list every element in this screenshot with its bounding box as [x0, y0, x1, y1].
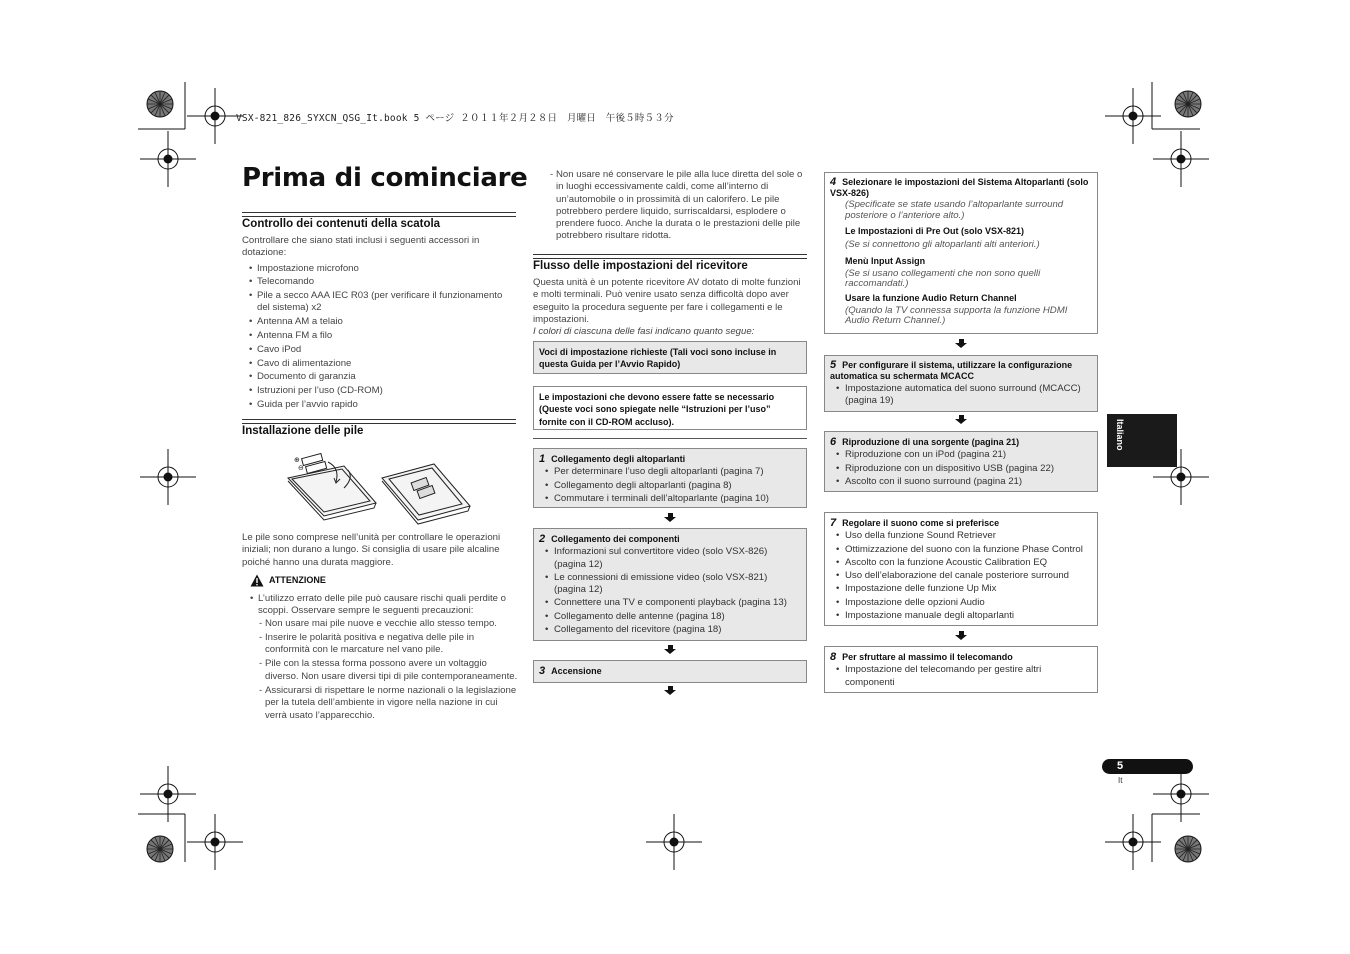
step-title: Per sfruttare al massimo il telecomando — [842, 652, 1013, 662]
step-title: Selezionare le impostazioni del Sistema Altoparlanti (solo VSX-826) — [830, 177, 1089, 198]
step-note: (Specificate se state usando l’altoparlante surround posteriore o l’anteriore alto.) — [845, 199, 1064, 221]
contents-heading: Controllo dei contenuti della scatola — [242, 212, 516, 230]
step-title: Collegamento degli altoparlanti — [551, 454, 686, 464]
list-item: • Le connessioni di emissione video (solo VSX-821) (pagina 12) — [539, 572, 801, 597]
step-items — [830, 664, 1092, 689]
list-item: • Commutare i terminali dell’altoparlante (pagina 10) — [539, 493, 801, 505]
list-item: • Impostazione del telecomando per gestire altri componenti — [830, 664, 1092, 689]
step-items — [830, 530, 1092, 622]
contents-list — [242, 263, 516, 412]
step-2-box — [533, 528, 807, 641]
step-title: Collegamento dei componenti — [551, 534, 680, 544]
sun-warning-list — [534, 169, 808, 243]
svg-text:⊖: ⊖ — [298, 464, 304, 472]
sub-step-note: (Se si connettono gli altoparlanti alti anteriori.) — [845, 239, 1040, 251]
flow-intro: Questa unità è un potente ricevitore AV dotato di molte funzioni e molti terminali. Può venire usato senza difficoltà dopo aver eseguito la procedura seguente per fare i collegamenti e le impostazioni. — [533, 277, 801, 325]
step-items — [830, 449, 1092, 488]
list-item: • Antenna AM a telaio — [242, 316, 516, 328]
book-file-header: VSX-821_826_SYXCN_QSG_It.book 5 ページ ２０１１年２月２８日 月曜日 午後５時５３分 — [236, 113, 674, 124]
list-item: • Pile a secco AAA IEC R03 (per verificare il funzionamento del sistema) x2 — [242, 290, 516, 315]
list-item: • Uso della funzione Sound Retriever — [830, 530, 1092, 542]
list-item: • Impostazione automatica del suono surround (MCACC) (pagina 19) — [830, 383, 1092, 408]
step-number: 5 — [830, 359, 837, 371]
page-number: 5 — [1117, 760, 1124, 772]
step-1-box — [533, 448, 807, 508]
list-item: • Istruzioni per l’uso (CD-ROM) — [242, 385, 516, 397]
step-number: 6 — [830, 436, 837, 448]
step-number: 4 — [830, 176, 837, 188]
page-number-bar — [1102, 759, 1193, 774]
step-number: 3 — [539, 665, 546, 677]
page-language-code: It — [1118, 776, 1123, 785]
list-item: - Assicurarsi di rispettare le norme nazionali o la legislazione per la tutela dell’ambiente in vigore nella nazione in cui verrà usato l’apparecchio. — [243, 685, 519, 722]
list-item: • Collegamento degli altoparlanti (pagina 8) — [539, 480, 801, 492]
step-5-box — [824, 355, 1098, 412]
list-item: - Inserire le polarità positiva e negativa delle pile in conformità con le marcature nel vano pile. — [243, 632, 519, 657]
list-item: • Documento di garanzia — [242, 371, 516, 383]
flow-note: I colori di ciascuna delle fasi indicano quanto segue: — [533, 326, 755, 337]
list-item: • Impostazione delle opzioni Audio — [830, 597, 1092, 609]
step-items — [539, 546, 801, 636]
list-item: • Telecomando — [242, 276, 516, 288]
step-3-box — [533, 660, 807, 683]
contents-section — [242, 235, 516, 411]
warning-icon — [250, 574, 264, 587]
flow-heading: Flusso delle impostazioni del ricevitore — [533, 254, 807, 272]
caution-label: ATTENZIONE — [269, 575, 326, 585]
caution-sublist — [243, 618, 519, 722]
step-number: 8 — [830, 651, 837, 663]
list-item: • Collegamento delle antenne (pagina 18) — [539, 611, 801, 623]
sun-warning-section — [534, 169, 808, 243]
language-tab — [1107, 414, 1177, 467]
list-item: • Uso dell’elaborazione del canale posteriore surround — [830, 570, 1092, 582]
list-item: - Non usare né conservare le pile alla luce diretta del sole o in luoghi eccessivamente caldi, come all’interno di un’automobile o in prossimità di un calorifero. Le pile potrebbero perdere liquido, surriscaldarsi, esplodere o prendere fuoco. Anche la durata o le prestazioni delle pile potrebbero risultare ridotta. — [534, 169, 808, 243]
list-item: • Riproduzione con un iPod (pagina 21) — [830, 449, 1092, 461]
batteries-heading: Installazione delle pile — [242, 419, 516, 437]
caution-section — [243, 593, 519, 722]
list-item: • Cavo di alimentazione — [242, 358, 516, 370]
step-title: Riproduzione di una sorgente (pagina 21) — [842, 437, 1020, 447]
sub-step-title: Le Impostazioni di Pre Out (solo VSX-821) — [845, 226, 1025, 236]
sub-step-title: Usare la funzione Audio Return Channel — [845, 292, 1017, 303]
list-item: • Per determinare l’uso degli altoparlanti (pagina 7) — [539, 466, 801, 478]
contents-intro: Controllare che siano stati inclusi i seguenti accessori in dotazione: — [242, 235, 480, 259]
list-item: - Non usare mai pile nuove e vecchie allo stesso tempo. — [243, 618, 519, 630]
list-item: • Ascolto con la funzione Acoustic Calibration EQ — [830, 557, 1092, 569]
caution-main: • L’utilizzo errato delle pile può causare rischi quali perdite o scoppi. Osservare sempre le seguenti precauzioni: — [243, 593, 519, 618]
list-item: • Guida per l’avvio rapido — [242, 399, 516, 411]
legend-optional-box — [533, 386, 807, 430]
step-number: 2 — [539, 533, 546, 545]
step-title: Per configurare il sistema, utilizzare la configurazione automatica su schermata MCACC — [830, 360, 1073, 381]
step-title: Regolare il suono come si preferisce — [842, 518, 1000, 528]
battery-installation-illustration — [284, 448, 474, 528]
legend-required-box — [533, 341, 807, 374]
list-item: - Pile con la stessa forma possono avere un voltaggio diverso. Non usare diversi tipi di pile contemporaneamente. — [243, 658, 519, 683]
sub-step-note: (Se si usano collegamenti che non sono quelli raccomandati.) — [845, 267, 1041, 289]
batteries-paragraph: Le pile sono comprese nell’unità per controllare le operazioni iniziali; non durano a lungo. Si consiglia di usare pile alcaline poiché hanno una durata maggiore. — [242, 532, 501, 568]
step-number: 1 — [539, 453, 546, 465]
caution-label-row — [250, 574, 370, 588]
legend-required-text: Voci di impostazione richieste (Tali voci sono incluse in questa Guida per l’Avvio Rapido) — [539, 347, 777, 370]
step-8-box — [824, 646, 1098, 693]
list-item: • Ottimizzazione del suono con la funzione Phase Control — [830, 544, 1092, 556]
step-7-box — [824, 512, 1098, 626]
page-title: Prima di cominciare — [242, 163, 528, 193]
list-item: • Impostazione delle funzione Up Mix — [830, 583, 1092, 595]
step-4-box — [824, 172, 1098, 334]
list-item: • Connettere una TV e componenti playback (pagina 13) — [539, 597, 801, 609]
step-items — [830, 383, 1092, 408]
list-item: • Impostazione manuale degli altoparlanti — [830, 610, 1092, 622]
list-item: • Ascolto con il suono surround (pagina 21) — [830, 476, 1092, 488]
sub-step-note: (Quando la TV connessa supporta la funzione HDMI Audio Return Channel.) — [845, 305, 1068, 327]
legend-optional-text: Le impostazioni che devono essere fatte se necessario (Queste voci sono spiegate nelle “Istruzioni per l’uso” fornite con il CD-ROM accluso). — [539, 392, 775, 427]
list-item: • Collegamento del ricevitore (pagina 18) — [539, 624, 801, 636]
list-item: • Impostazione microfono — [242, 263, 516, 275]
step-6-box — [824, 431, 1098, 492]
step-items — [539, 466, 801, 505]
step-number: 7 — [830, 517, 837, 529]
sub-step-title: Menù Input Assign — [845, 255, 926, 266]
divider — [533, 438, 807, 439]
list-item: • Cavo iPod — [242, 344, 516, 356]
language-tab-label: Italiano — [1115, 419, 1125, 451]
list-item: • Riproduzione con un dispositivo USB (pagina 22) — [830, 463, 1092, 475]
caution-list — [243, 593, 519, 618]
step-title: Accensione — [551, 666, 602, 676]
list-item: • Antenna FM a filo — [242, 330, 516, 342]
list-item: • Informazioni sul convertitore video (solo VSX-826) (pagina 12) — [539, 546, 801, 571]
svg-text:⊕: ⊕ — [294, 456, 300, 464]
